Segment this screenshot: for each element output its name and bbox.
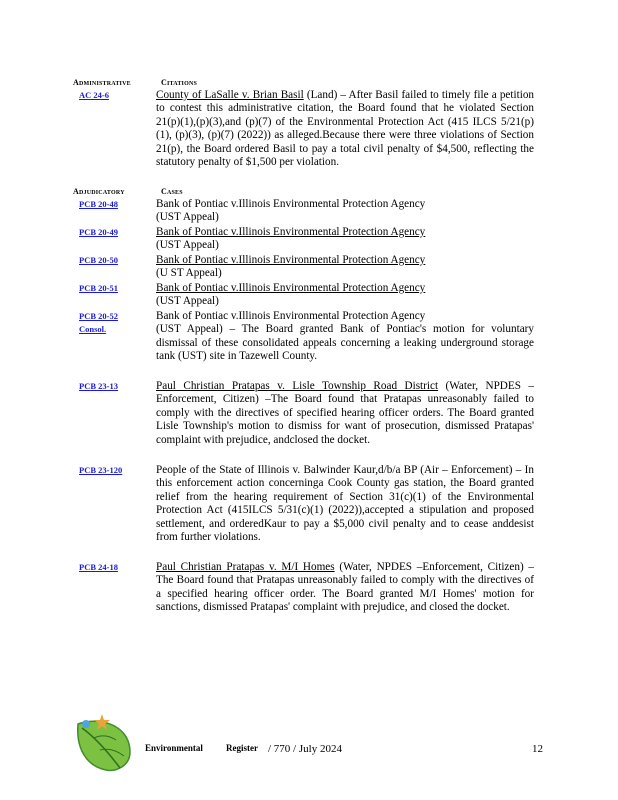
page-number: 12: [532, 743, 543, 755]
case-summary: (Land) – After Basil failed to timely file a petition to contest this administrative citation, the Board found that he violated Section 21(p)(1),(p)(3),and (p)(7) of the Environmental Protection Act (415 ILCS 5/21(p)(1), (p)(3), (p)(7) (2022)) as alleged.Because there were three violations of Section 21(p), the Board ordered Basil to pay a total civil penalty of $4,500, reflecting the statutory penalty of $1,500 per violation.: [156, 89, 535, 169]
docket-link[interactable]: PCB 20-49: [79, 227, 118, 237]
entry-text: [156, 310, 534, 364]
footer-issue: / 770 / July 2024: [268, 743, 342, 755]
case-type: (U ST Appeal): [156, 267, 222, 280]
case-summary: People of the State of Illinois v. Balwinder Kaur,d/b/a BP (Air – Enforcement) – In this enforcement action concerninga Cook County gas station, the Board granted relief from the hearing requirement of Section 31(c)(1) of the Environmental Protection Act (415ILCS 5/31(c)(1) (2022)),accepted a stipulation and proposed settlement, and orderedKaur to pay a $5,000 civil penalty and to cease anddesist from further violations.: [156, 464, 534, 544]
section-heading-adjudicatory: [73, 187, 183, 196]
footer-register: Register: [226, 743, 258, 753]
docket-link[interactable]: AC 24-6: [79, 90, 109, 100]
leaf-logo-icon: [72, 712, 136, 772]
case-summary: (Water, NPDES –Enforcement, Citizen) – The Board found that Pratapas unreasonably failed to comply with the directives of a specified hearing officer order. The Board granted M/I Homes' motion for sanctions, dismissed Pratapas' complaint with prejudice, and closed the docket.: [156, 561, 534, 614]
case-title: Bank of Pontiac v.Illinois Environmental Protection Agency: [156, 198, 426, 210]
heading-cases: Cases: [161, 187, 183, 196]
entry-text: [156, 380, 534, 447]
docket-link[interactable]: PCB 24-18: [79, 562, 118, 572]
entry-text: [156, 464, 534, 544]
docket-link[interactable]: PCB 20-50: [79, 255, 118, 265]
heading-citations: Citations: [161, 78, 198, 87]
docket-link[interactable]: PCB 23-120: [79, 465, 123, 475]
docket-link[interactable]: PCB 20-52 Consol.: [79, 310, 149, 337]
section-heading-administrative: [73, 78, 198, 87]
docket-link[interactable]: PCB 20-51: [79, 283, 118, 293]
entry-text: [156, 198, 534, 225]
heading-adjudicatory: Adjudicatory: [73, 187, 125, 196]
entry-text: [156, 226, 534, 253]
case-title: Paul Christian Pratapas v. Lisle Township Road District: [156, 380, 439, 392]
case-type: (UST Appeal): [156, 239, 219, 252]
case-title: Bank of Pontiac v.Illinois Environmental Protection Agency: [156, 310, 426, 322]
entry-text: [156, 254, 534, 281]
case-summary: (Water, NPDES – Enforcement, Citizen) –The Board found that Pratapas unreasonably failed to comply with the directives of specified hearing officer orders. The Board granted Lisle Township's motion to dismiss for want of prosecution, dismissed Pratapas' complaint with prejudice, andclosed the docket.: [156, 380, 534, 446]
case-title: Paul Christian Pratapas v. M/I Homes: [156, 561, 335, 573]
case-type: (UST Appeal): [156, 295, 219, 308]
case-title: County of LaSalle v. Brian Basil: [156, 89, 304, 101]
case-title: Bank of Pontiac v.Illinois Environmental Protection Agency: [156, 254, 426, 266]
heading-administrative: Administrative: [73, 78, 131, 87]
case-title: Bank of Pontiac v.Illinois Environmental Protection Agency: [156, 282, 426, 294]
entry-text: [156, 561, 534, 615]
docket-link[interactable]: PCB 23-13: [79, 381, 118, 391]
footer-publication: Environmental: [145, 743, 203, 753]
case-title: Bank of Pontiac v.Illinois Environmental Protection Agency: [156, 226, 426, 238]
entry-text: [156, 89, 534, 169]
docket-link[interactable]: PCB 20-48: [79, 199, 118, 209]
case-type: (UST Appeal): [156, 211, 219, 224]
case-summary: (UST Appeal) – The Board granted Bank of Pontiac's motion for voluntary dismissal of these consolidated appeals concerning a leaking underground storage tank (UST) site in Tazewell County.: [156, 323, 534, 363]
consol-label: Consol.: [79, 324, 107, 335]
entry-text: [156, 282, 534, 309]
